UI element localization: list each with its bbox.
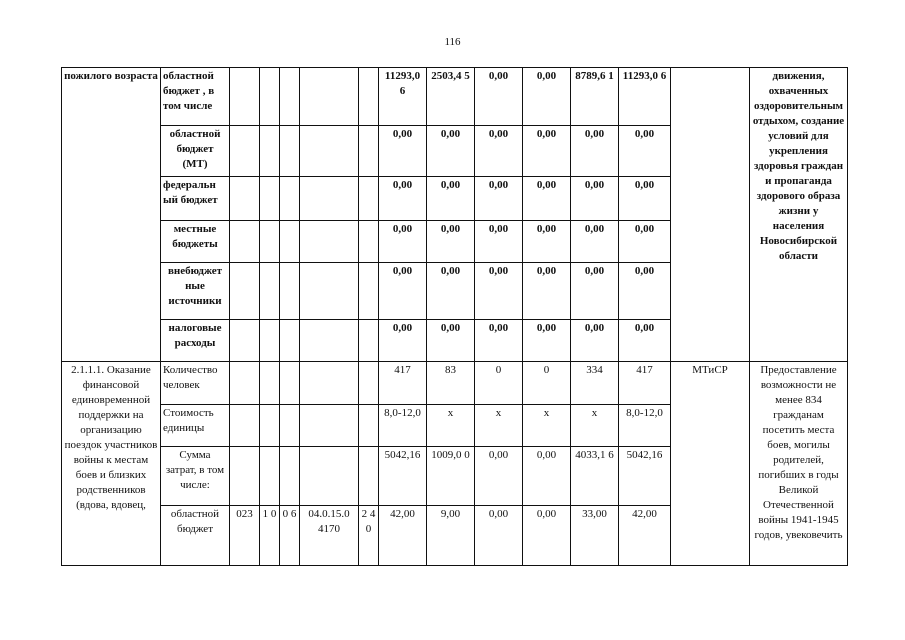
value-cell: 417 [619, 362, 671, 405]
value-cell: 0,00 [427, 177, 475, 221]
pr-cell: 0 6 [280, 506, 300, 566]
executor-cell [671, 68, 750, 362]
value-cell: 0,00 [379, 126, 427, 177]
value-cell: x [571, 405, 619, 447]
vr-cell [359, 68, 379, 126]
value-cell: 0,00 [475, 177, 523, 221]
value-cell: 0,00 [619, 177, 671, 221]
value-cell: 0,00 [523, 177, 571, 221]
value-cell: 0,00 [523, 126, 571, 177]
value-cell: 334 [571, 362, 619, 405]
value-cell: 33,00 [571, 506, 619, 566]
value-cell: 0,00 [379, 320, 427, 362]
funding-source-cell: областной бюджет [161, 506, 230, 566]
pr-cell [280, 68, 300, 126]
value-cell: 0,00 [619, 221, 671, 263]
value-cell: 0,00 [475, 126, 523, 177]
value-cell: 42,00 [379, 506, 427, 566]
funding-source-cell: Количество человек [161, 362, 230, 405]
value-cell: 0,00 [619, 126, 671, 177]
value-cell: x [475, 405, 523, 447]
value-cell: 2503,4 5 [427, 68, 475, 126]
value-cell: 11293,0 6 [379, 68, 427, 126]
value-cell: 0,00 [523, 221, 571, 263]
value-cell: 5042,16 [379, 447, 427, 506]
value-cell: 5042,16 [619, 447, 671, 506]
value-cell: 0,00 [379, 221, 427, 263]
executor-cell: МТиСР [671, 362, 750, 566]
value-cell: 0 [475, 362, 523, 405]
value-cell: 0,00 [475, 320, 523, 362]
event-name-cell: пожилого возраста [62, 68, 161, 362]
value-cell: 8789,6 1 [571, 68, 619, 126]
vr-cell: 2 4 0 [359, 506, 379, 566]
value-cell: 0,00 [475, 221, 523, 263]
expected-result-cell: движения, охваченных оздоровительным отдыхом, создание условий для укрепления здоровья граждан и пропаганда здорового образа жизни у населения Новосибирской области [750, 68, 848, 362]
value-cell: 0,00 [427, 221, 475, 263]
value-cell: x [427, 405, 475, 447]
value-cell: 0,00 [427, 320, 475, 362]
funding-source-cell: налоговые расходы [161, 320, 230, 362]
funding-source-cell: областной бюджет , в том числе [161, 68, 230, 126]
funding-source-cell: Стоимость единицы [161, 405, 230, 447]
value-cell: 42,00 [619, 506, 671, 566]
value-cell: 0,00 [523, 263, 571, 320]
value-cell: 0,00 [571, 177, 619, 221]
value-cell: 11293,0 6 [619, 68, 671, 126]
funding-source-cell: внебюджет ные источники [161, 263, 230, 320]
value-cell: 0,00 [379, 263, 427, 320]
value-cell: x [523, 405, 571, 447]
value-cell: 8,0-12,0 [619, 405, 671, 447]
rz-cell [260, 68, 280, 126]
csr-cell: 04.0.15.0 4170 [300, 506, 359, 566]
grbs-cell [230, 68, 260, 126]
value-cell: 0,00 [523, 447, 571, 506]
value-cell: 8,0-12,0 [379, 405, 427, 447]
value-cell: 0 [523, 362, 571, 405]
value-cell: 0,00 [475, 263, 523, 320]
funding-source-cell: местные бюджеты [161, 221, 230, 263]
value-cell: 0,00 [475, 68, 523, 126]
value-cell: 1009,0 0 [427, 447, 475, 506]
value-cell: 0,00 [619, 320, 671, 362]
value-cell: 0,00 [523, 506, 571, 566]
budget-table [61, 67, 848, 566]
value-cell: 0,00 [523, 320, 571, 362]
value-cell: 0,00 [571, 221, 619, 263]
funding-source-cell: федеральн ый бюджет [161, 177, 230, 221]
table-row [62, 362, 848, 405]
value-cell: 0,00 [523, 68, 571, 126]
value-cell: 0,00 [571, 263, 619, 320]
value-cell: 9,00 [427, 506, 475, 566]
value-cell: 0,00 [475, 506, 523, 566]
value-cell: 0,00 [571, 320, 619, 362]
event-name-cell: 2.1.1.1. Оказание финансовой единовременной поддержки на организацию поездок участников войны к местам боев и близких родственников (вдова, вдовец, [62, 362, 161, 566]
value-cell: 0,00 [427, 126, 475, 177]
funding-source-cell: областной бюджет (МТ) [161, 126, 230, 177]
value-cell: 0,00 [571, 126, 619, 177]
value-cell: 0,00 [619, 263, 671, 320]
table-row [62, 68, 848, 126]
funding-source-cell: Сумма затрат, в том числе: [161, 447, 230, 506]
csr-cell [300, 68, 359, 126]
value-cell: 4033,1 6 [571, 447, 619, 506]
grbs-cell: 023 [230, 506, 260, 566]
rz-cell: 1 0 [260, 506, 280, 566]
value-cell: 83 [427, 362, 475, 405]
value-cell: 0,00 [475, 447, 523, 506]
expected-result-cell: Предоставление возможности не менее 834 гражданам посетить места боев, могилы родителей, погибших в годы Великой Отечественной войны 1941-1945 годов, увековечить [750, 362, 848, 566]
value-cell: 417 [379, 362, 427, 405]
value-cell: 0,00 [427, 263, 475, 320]
value-cell: 0,00 [379, 177, 427, 221]
page-number: 116 [444, 36, 461, 48]
